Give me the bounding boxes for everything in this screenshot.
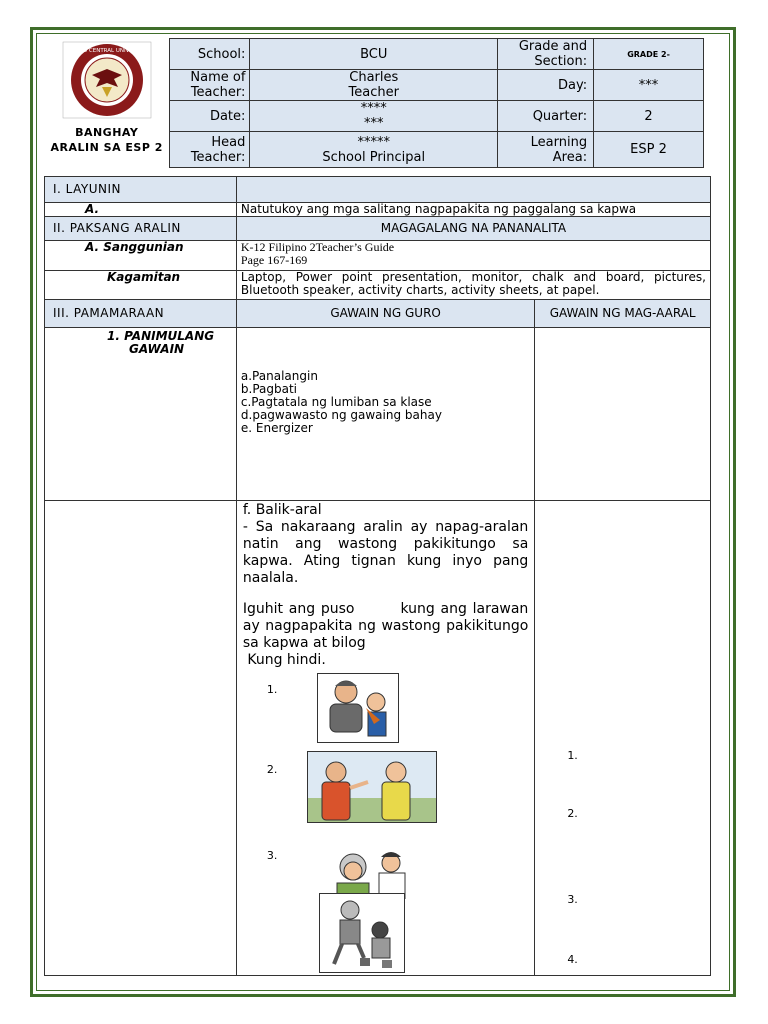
layunin-empty xyxy=(236,177,710,203)
answer-cell xyxy=(535,501,711,976)
guro-header: GAWAIN NG GURO xyxy=(236,300,534,328)
head-teacher-value-line1: ***** xyxy=(357,134,391,150)
picture-2-icon xyxy=(307,751,437,823)
layunin-a-text: Natutukoy ang mga salitang nagpapakita ng paggalang sa kapwa xyxy=(236,203,710,217)
activity-item: a.Panalangin xyxy=(240,369,318,383)
day-value: *** xyxy=(594,70,704,101)
school-value: BCU xyxy=(250,39,498,70)
teacher-value-line1: Charles xyxy=(349,70,399,85)
picture-4-icon xyxy=(319,893,405,973)
panimula-activities xyxy=(236,328,534,501)
kagamitan-text: Laptop, Power point presentation, monitor, chalk and board, pictures, Bluetooth speaker, activity charts, activity sheets, at papel. xyxy=(236,271,710,300)
teacher-value xyxy=(250,70,498,101)
school-label: School: xyxy=(170,39,250,70)
learning-area-label: Learning Area: xyxy=(498,132,594,168)
grade-value: GRADE 2- xyxy=(594,39,704,70)
date-value-line2: *** xyxy=(364,116,384,131)
date-label: Date: xyxy=(170,101,250,132)
teacher-value-line2: Teacher xyxy=(348,85,399,100)
picture-number: 1. xyxy=(266,683,278,696)
magaaral-header: GAWAIN NG MAG-AARAL xyxy=(535,300,711,328)
answer-number: 4. xyxy=(567,953,578,966)
day-label: Day: xyxy=(498,70,594,101)
layunin-a-label: A. xyxy=(45,203,237,217)
answer-number: 2. xyxy=(567,807,578,820)
activity-item: b.Pagbati xyxy=(240,382,297,396)
answer-number: 1. xyxy=(567,749,578,762)
panimula-label-line1: 1. PANIMULANG xyxy=(107,329,215,343)
activity-item: d.pagwawasto ng gawaing bahay xyxy=(240,408,442,422)
date-value-line1: **** xyxy=(360,101,387,116)
kung-hindi-text: Kung hindi. xyxy=(242,652,326,668)
logo-cell xyxy=(44,39,170,168)
kagamitan-label: Kagamitan xyxy=(45,271,237,300)
head-teacher-value xyxy=(250,132,498,168)
plan-title xyxy=(44,125,169,155)
panimula-label xyxy=(45,328,237,501)
head-teacher-label: Head Teacher: xyxy=(170,132,250,168)
layunin-title: I. LAYUNIN xyxy=(45,177,237,203)
balik-title: f. Balik-aral xyxy=(242,502,322,518)
picture-list xyxy=(243,669,528,969)
balik-aral-cell xyxy=(236,501,534,976)
activity-item: c.Pagtatala ng lumiban sa klase xyxy=(240,395,432,409)
seal-lettering: BAGUIO CENTRAL UNIVERSITY xyxy=(65,47,149,54)
quarter-label: Quarter: xyxy=(498,101,594,132)
picture-1-icon xyxy=(317,673,399,743)
quarter-value: 2 xyxy=(594,101,704,132)
head-teacher-value-line2: School Principal xyxy=(322,149,426,165)
iguhit-text: Iguhit ang puso kung ang larawan ay nagpapakita ng wastong pakikitungo sa kapwa at bilog xyxy=(242,601,533,651)
picture-number: 2. xyxy=(266,763,278,776)
balik-label-empty xyxy=(45,501,237,976)
plan-title-line1: BANGHAY xyxy=(75,125,139,139)
paksa-value: MAGAGALANG NA PANANALITA xyxy=(236,217,710,241)
panimula-student-empty xyxy=(535,328,711,501)
date-value xyxy=(250,101,498,132)
answer-number: 3. xyxy=(567,893,578,906)
paksa-title: II. PAKSANG ARALIN xyxy=(45,217,237,241)
teacher-label: Name of Teacher: xyxy=(170,70,250,101)
picture-3-icon xyxy=(327,845,415,899)
sanggunian-value xyxy=(236,241,710,271)
header-table xyxy=(44,38,704,168)
balik-text: - Sa nakaraang aralin ay napag-aralan natin ang wastong pakikitungo sa kapwa. Ating tignan kung inyo pang naalala. xyxy=(242,519,529,586)
sanggunian-line1: K-12 Filipino 2Teacher’s Guide xyxy=(240,240,395,254)
panimula-label-line2: GAWAIN xyxy=(129,342,185,356)
activity-item: e. Energizer xyxy=(240,421,313,435)
pamamaraan-title: III. PAMAMARAAN xyxy=(45,300,237,328)
sanggunian-label: A. Sanggunian xyxy=(45,241,237,271)
learning-area-value: ESP 2 xyxy=(594,132,704,168)
plan-title-line2: ARALIN SA ESP 2 xyxy=(50,140,163,154)
university-seal-icon xyxy=(62,41,152,119)
grade-label: Grade and Section: xyxy=(498,39,594,70)
lesson-plan-table xyxy=(44,176,711,976)
picture-number: 3. xyxy=(266,849,278,862)
sanggunian-line2: Page 167-169 xyxy=(240,253,308,267)
